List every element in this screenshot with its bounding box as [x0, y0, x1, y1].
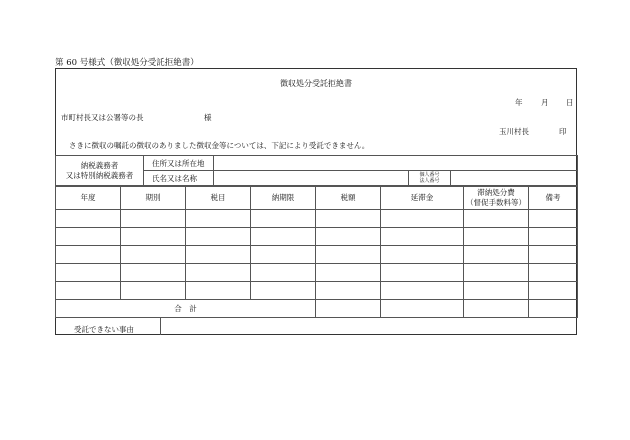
- taxpayer-label-line2: 又は特別納税義務者: [65, 170, 134, 180]
- name-label: 氏名又は名称: [144, 171, 214, 186]
- statement-text: さきに徴収の嘱託の徴収のありました徴収金等については、下記により受託できません。: [69, 141, 370, 150]
- addressee: 市町村長又は公署等の長: [61, 113, 144, 122]
- cell[interactable]: [316, 246, 381, 264]
- header-tax-amount: 税額: [316, 187, 381, 210]
- header-due-date: 納期限: [251, 187, 316, 210]
- form-sheet: [55, 68, 577, 335]
- address-field[interactable]: [214, 156, 578, 171]
- header-tax-item: 税目: [186, 187, 251, 210]
- cell[interactable]: [56, 228, 121, 246]
- cell[interactable]: [186, 246, 251, 264]
- total-late-charge[interactable]: [381, 300, 464, 318]
- cell[interactable]: [529, 210, 578, 228]
- total-tax-amount[interactable]: [316, 300, 381, 318]
- cell[interactable]: [381, 246, 464, 264]
- cell[interactable]: [529, 228, 578, 246]
- total-remarks[interactable]: [529, 300, 578, 318]
- document-title: 徴収処分受託拒絶書: [280, 79, 352, 88]
- cell[interactable]: [121, 282, 186, 300]
- table-row: [56, 228, 578, 246]
- address-label: 住所又は所在地: [144, 156, 214, 171]
- cell[interactable]: [464, 228, 529, 246]
- taxpayer-label: [56, 156, 144, 186]
- cell[interactable]: [56, 264, 121, 282]
- seal-mark: 印: [559, 127, 567, 136]
- taxpayer-table: [55, 155, 578, 186]
- cell[interactable]: [251, 210, 316, 228]
- date-year-label: 年: [515, 98, 523, 107]
- individual-number-label: 個人番号: [419, 172, 440, 178]
- header-delinquency-fee: [464, 187, 529, 210]
- table-row: [56, 282, 578, 300]
- cell[interactable]: [464, 282, 529, 300]
- cell[interactable]: [381, 282, 464, 300]
- cell[interactable]: [464, 210, 529, 228]
- fee-header-line1: 滞納処分費: [477, 188, 515, 197]
- cell[interactable]: [316, 282, 381, 300]
- header-remarks: 備考: [529, 187, 578, 210]
- total-delinquency-fee[interactable]: [464, 300, 529, 318]
- cell[interactable]: [186, 228, 251, 246]
- table-header-row: [56, 187, 578, 210]
- cell[interactable]: [186, 210, 251, 228]
- header-late-charge: 延滞金: [381, 187, 464, 210]
- cell[interactable]: [529, 264, 578, 282]
- table-row: [56, 210, 578, 228]
- cell[interactable]: [251, 264, 316, 282]
- cell[interactable]: [464, 246, 529, 264]
- reason-label: 受託できない事由: [74, 325, 134, 334]
- form-number: 第 60 号様式（徴収処分受託拒絶書）: [55, 58, 199, 68]
- cell[interactable]: [381, 210, 464, 228]
- id-number-label: [409, 171, 451, 186]
- cell[interactable]: [251, 282, 316, 300]
- cell[interactable]: [121, 228, 186, 246]
- cell[interactable]: [121, 264, 186, 282]
- cell[interactable]: [56, 246, 121, 264]
- cell[interactable]: [381, 264, 464, 282]
- header-period: 期別: [121, 187, 186, 210]
- header-fiscal-year: 年度: [56, 187, 121, 210]
- honorific: 様: [204, 113, 212, 122]
- cell[interactable]: [121, 246, 186, 264]
- total-row: [56, 300, 578, 318]
- cell[interactable]: [529, 282, 578, 300]
- taxpayer-label-line1: 納税義務者: [80, 160, 119, 170]
- cell[interactable]: [56, 282, 121, 300]
- total-label: 合 計: [56, 300, 316, 318]
- cell[interactable]: [381, 228, 464, 246]
- fee-header-line2: （督促手数料等）: [466, 198, 526, 207]
- corporate-number-label: 法人番号: [419, 178, 440, 184]
- cell[interactable]: [316, 228, 381, 246]
- cell[interactable]: [186, 264, 251, 282]
- amounts-table: [55, 186, 578, 318]
- table-row: [56, 264, 578, 282]
- date-day-label: 日: [566, 98, 574, 107]
- cell[interactable]: [186, 282, 251, 300]
- name-field[interactable]: [214, 171, 409, 186]
- date-month-label: 月: [541, 98, 549, 107]
- cell[interactable]: [529, 246, 578, 264]
- cell[interactable]: [56, 210, 121, 228]
- cell[interactable]: [464, 264, 529, 282]
- cell[interactable]: [121, 210, 186, 228]
- cell[interactable]: [251, 246, 316, 264]
- cell[interactable]: [251, 228, 316, 246]
- id-number-field[interactable]: [451, 171, 578, 186]
- cell[interactable]: [316, 210, 381, 228]
- cell[interactable]: [316, 264, 381, 282]
- sender-name: 玉川村長: [499, 127, 529, 136]
- table-row: [56, 246, 578, 264]
